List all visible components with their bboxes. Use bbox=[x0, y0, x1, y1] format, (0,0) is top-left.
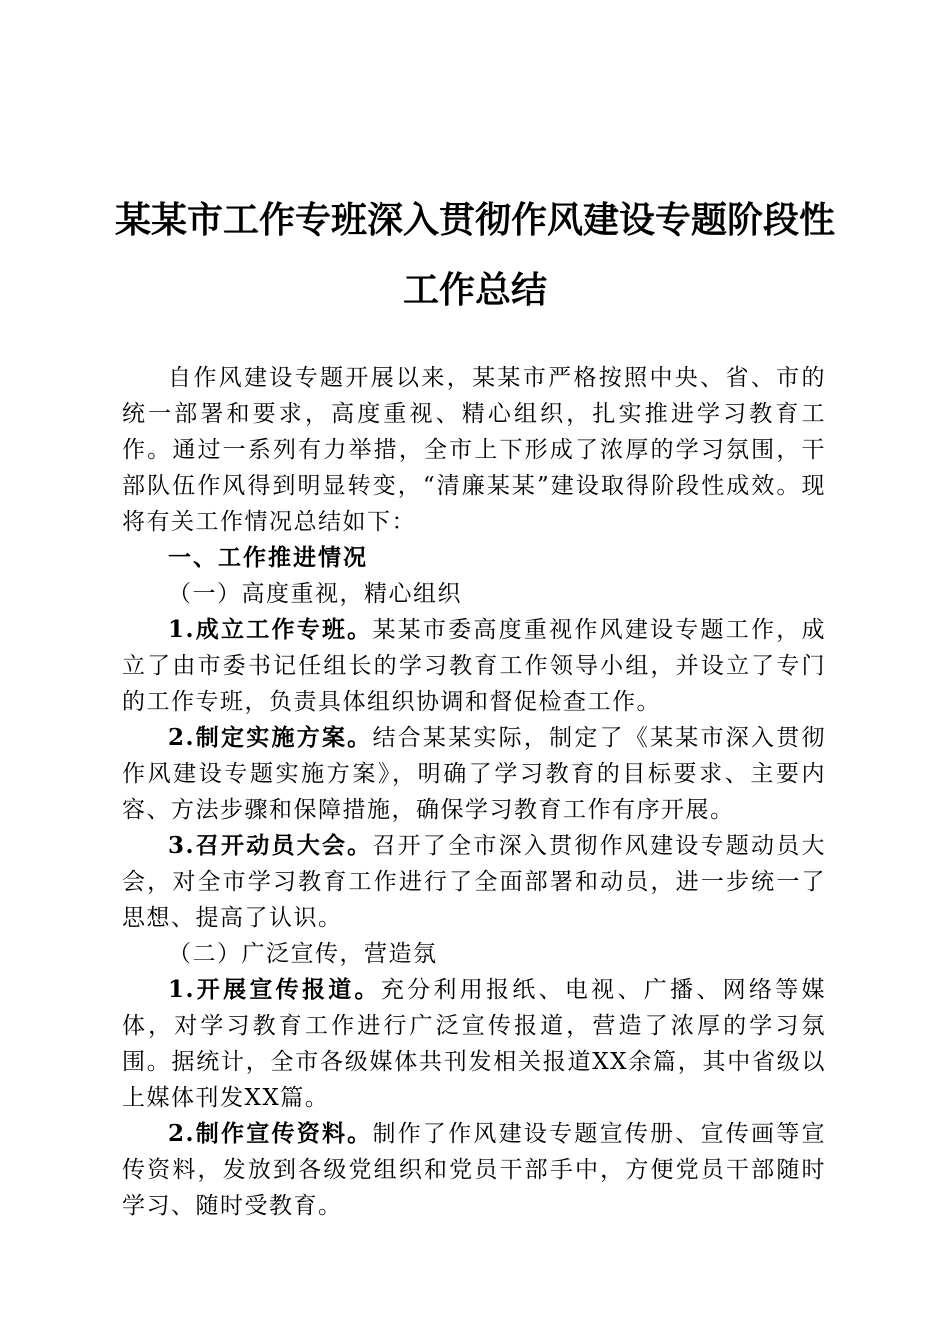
item-lead: 3.召开动员大会。 bbox=[168, 832, 373, 859]
list-item bbox=[122, 1116, 826, 1224]
subsection-heading-2: （二）广泛宣传，营造氛 bbox=[168, 941, 438, 967]
section-heading-1: 一、工作推进情况 bbox=[168, 544, 368, 571]
item-lead: 1.成立工作专班。 bbox=[168, 616, 373, 643]
list-item bbox=[122, 828, 826, 936]
document-title-line-1: 某某市工作专班深入贯彻作风建设专题阶段性 bbox=[114, 199, 835, 241]
intro-paragraph: 自作风建设专题开展以来，某某市严格按照中央、省、市的统一部署和要求，高度重视、精心组织，扎实推进学习教育工作。通过一系列有力举措，全市上下形成了浓厚的学习氛围，干部队伍作风得到明显转变，“清廉某某”建设取得阶段性成效。现将有关工作情况总结如下： bbox=[122, 365, 826, 535]
item-lead: 1.开展宣传报道。 bbox=[168, 976, 381, 1003]
item-text: 充分利用报纸、电视、广播、网络等媒体，对学习教育工作进行广泛宣传报道，营造了浓厚的学习氛围。据统计，全市各级媒体共刊发相关报道XX余篇，其中省级以上媒体刊发XX篇。 bbox=[122, 977, 826, 1111]
item-text: 召开了全市深入贯彻作风建设专题动员大会，对全市学习教育工作进行了全面部署和动员，进一步统一了思想、提高了认识。 bbox=[122, 833, 827, 931]
item-text: 结合某某实际，制定了《某某市深入贯彻作风建设专题实施方案》，明确了学习教育的目标要求、主要内容、方法步骤和保障措施，确保学习教育工作有序开展。 bbox=[122, 725, 827, 823]
item-lead: 2.制作宣传资料。 bbox=[168, 1120, 373, 1147]
document-body bbox=[122, 360, 826, 1224]
list-item bbox=[122, 612, 826, 720]
document-title-line-2: 工作总结 bbox=[402, 269, 547, 311]
list-item bbox=[122, 972, 826, 1116]
subsection-heading-1: （一）高度重视，精心组织 bbox=[168, 581, 462, 607]
item-lead: 2.制定实施方案。 bbox=[168, 724, 373, 751]
item-text: 制作了作风建设专题宣传册、宣传画等宣传资料，发放到各级党组织和党员干部手中，方便党员干部随时学习、随时受教育。 bbox=[122, 1121, 827, 1219]
list-item bbox=[122, 720, 826, 828]
item-text: 某某市委高度重视作风建设专题工作，成立了由市委书记任组长的学习教育工作领导小组，并设立了专门的工作专班，负责具体组织协调和督促检查工作。 bbox=[122, 617, 827, 715]
